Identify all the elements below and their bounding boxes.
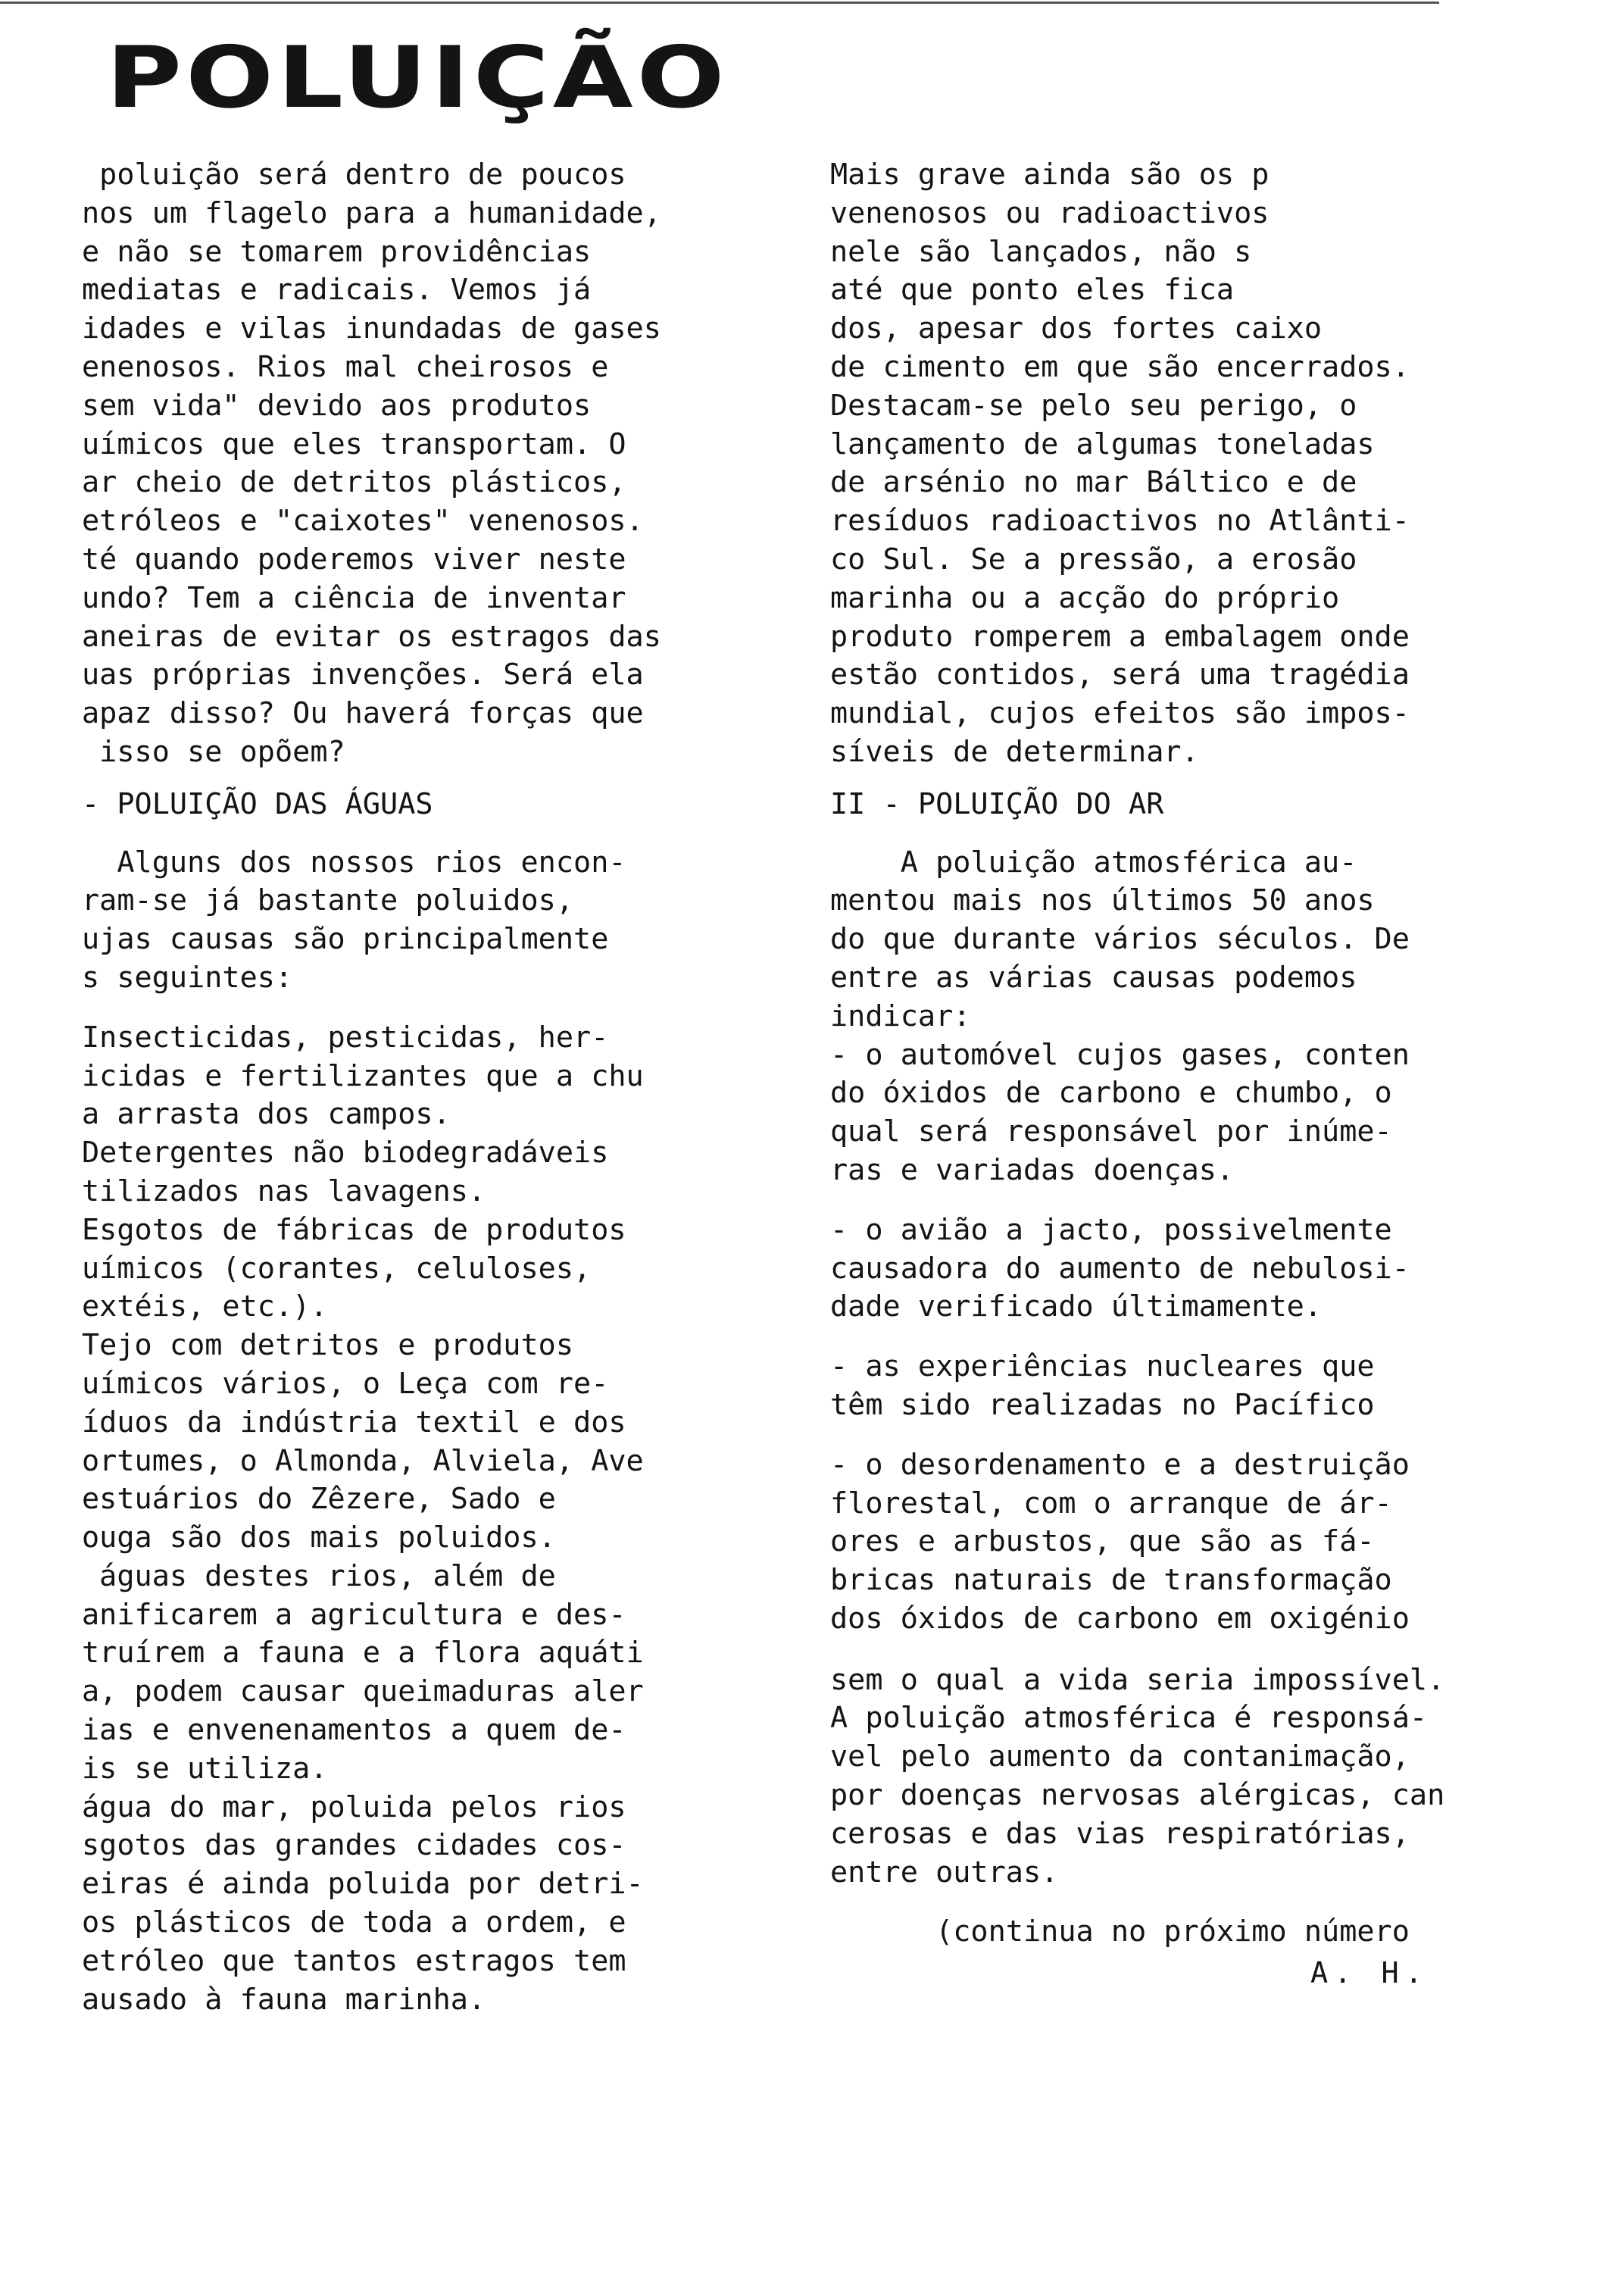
text-line: isso se opõem?: [82, 734, 345, 769]
text-line: venenosos ou radioactivos: [830, 195, 1270, 230]
text-line: lançamento de algumas toneladas: [830, 427, 1375, 461]
text-line: sgotos das grandes cidades cos-: [82, 1828, 626, 1863]
text-line: apaz disso? Ou haverá forças que: [82, 696, 644, 731]
text-line: por doenças nervosas alérgicas, can: [830, 1778, 1445, 1813]
text-line: causadora do aumento de nebulosi-: [830, 1251, 1410, 1286]
text-line: - as experiências nucleares que: [830, 1349, 1375, 1384]
text-line: mundial, cujos efeitos são impos-: [830, 696, 1410, 731]
text-line: etróleo que tantos estragos tem: [82, 1943, 626, 1978]
text-line: Alguns dos nossos rios encon-: [82, 845, 626, 880]
text-line: undo? Tem a ciência de inventar: [82, 580, 626, 615]
paragraph-gap: [830, 1425, 1527, 1446]
text-line: is se utiliza.: [82, 1751, 328, 1786]
text-line: - o avião a jacto, possivelmente: [830, 1212, 1392, 1247]
text-line: estão contidos, será uma tragédia: [830, 658, 1410, 692]
text-line: truírem a fauna e a flora aquáti: [82, 1636, 644, 1671]
text-line: - POLUIÇÃO DAS ÁGUAS: [82, 786, 433, 821]
text-line: a, podem causar queimaduras aler: [82, 1674, 644, 1709]
text-line: uas próprias invenções. Será ela: [82, 658, 644, 692]
top-rule: [0, 2, 1439, 4]
text-line: extéis, etc.).: [82, 1289, 328, 1324]
text-line: marinha ou a acção do próprio: [830, 580, 1340, 615]
text-line: ortumes, o Almonda, Alviela, Ave: [82, 1443, 644, 1478]
text-line: ujas causas são principalmente: [82, 922, 609, 957]
text-line: resíduos radioactivos no Atlânti-: [830, 504, 1410, 539]
text-line: Destacam-se pelo seu perigo, o: [830, 388, 1357, 423]
text-line: Tejo com detritos e produtos: [82, 1328, 574, 1363]
text-line: estuários do Zêzere, Sado e: [82, 1482, 556, 1517]
text-line: - o desordenamento e a destruição: [830, 1447, 1410, 1482]
text-line: e não se tomarem providências: [82, 234, 592, 269]
text-line: águas destes rios, além de: [82, 1558, 556, 1593]
text-line: ausado à fauna marinha.: [82, 1982, 486, 2017]
text-line: florestal, com o arranque de ár-: [830, 1486, 1392, 1521]
text-line: uímicos vários, o Leça com re-: [82, 1366, 609, 1401]
text-line: nos um flagelo para a humanidade,: [82, 195, 661, 230]
right-column: [830, 156, 1527, 1952]
text-line: água do mar, poluida pelos rios: [82, 1789, 626, 1824]
text-line: produto romperem a embalagem onde: [830, 619, 1410, 654]
text-line: A poluição atmosférica é responsá-: [830, 1701, 1428, 1736]
text-line: Mais grave ainda são os p: [830, 158, 1270, 192]
paragraph-gap: [830, 772, 1527, 786]
text-line: dos, apesar dos fortes caixo: [830, 311, 1323, 346]
text-line: eiras é ainda poluida por detri-: [82, 1867, 644, 1902]
paragraph-gap: [82, 998, 779, 1019]
text-line: - o automóvel cujos gases, conten: [830, 1037, 1410, 1072]
text-line: mentou mais nos últimos 50 anos: [830, 883, 1375, 918]
text-line: dos óxidos de carbono em oxigénio: [830, 1601, 1410, 1636]
text-line: do óxidos de carbono e chumbo, o: [830, 1076, 1392, 1111]
text-line: nele são lançados, não s: [830, 234, 1252, 269]
text-line: aneiras de evitar os estragos das: [82, 619, 661, 654]
text-line: de arsénio no mar Báltico e de: [830, 465, 1357, 500]
text-line: etróleos e "caixotes" venenosos.: [82, 504, 644, 539]
text-line: tilizados nas lavagens.: [82, 1174, 486, 1208]
paragraph-gap: [830, 824, 1527, 844]
text-line: síveis de determinar.: [830, 734, 1199, 769]
text-line: ores e arbustos, que são as fá-: [830, 1524, 1375, 1559]
text-line: té quando poderemos viver neste: [82, 542, 626, 577]
text-line: co Sul. Se a pressão, a erosão: [830, 542, 1357, 577]
text-line: Insecticidas, pesticidas, her-: [82, 1020, 609, 1055]
text-line: A poluição atmosférica au-: [830, 845, 1357, 880]
text-line: Detergentes não biodegradáveis: [82, 1136, 609, 1171]
text-line: indicar:: [830, 999, 971, 1033]
text-line: vel pelo aumento da contanimação,: [830, 1739, 1410, 1774]
text-line: enenosos. Rios mal cheirosos e: [82, 349, 609, 384]
text-line: ias e envenenamentos a quem de-: [82, 1713, 626, 1748]
text-line: íduos da indústria textil e dos: [82, 1405, 626, 1439]
text-line: ras e variadas doenças.: [830, 1152, 1235, 1187]
text-line: poluição será dentro de poucos: [82, 158, 626, 192]
text-line: a arrasta dos campos.: [82, 1097, 451, 1132]
text-line: têm sido realizadas no Pacífico: [830, 1387, 1375, 1422]
text-line: Esgotos de fábricas de produtos: [82, 1212, 626, 1247]
text-line: ar cheio de detritos plásticos,: [82, 465, 626, 500]
text-line: ouga são dos mais poluidos.: [82, 1521, 556, 1555]
text-line: mediatas e radicais. Vemos já: [82, 273, 592, 308]
text-line: uímicos que eles transportam. O: [82, 427, 626, 461]
text-line: de cimento em que são encerrados.: [830, 349, 1410, 384]
author-signature: A. H.: [1310, 1956, 1429, 1990]
text-line: dade verificado últimamente.: [830, 1289, 1323, 1324]
text-line: os plásticos de toda a ordem, e: [82, 1905, 626, 1940]
page-title: POLUIÇÃO: [106, 29, 729, 127]
text-line: cerosas e das vias respiratórias,: [830, 1816, 1410, 1851]
text-line: bricas naturais de transformação: [830, 1563, 1392, 1598]
paragraph-gap: [830, 1327, 1527, 1348]
text-line: uímicos (corantes, celuloses,: [82, 1251, 592, 1286]
text-line: do que durante vários séculos. De: [830, 922, 1410, 957]
paragraph-gap: [830, 1639, 1527, 1661]
text-line: (continua no próximo número: [830, 1914, 1410, 1949]
text-line: anificarem a agricultura e des-: [82, 1597, 626, 1632]
text-line: II - POLUIÇÃO DO AR: [830, 786, 1164, 821]
paragraph-gap: [830, 1190, 1527, 1211]
text-line: entre as várias causas podemos: [830, 960, 1357, 995]
text-line: sem o qual a vida seria impossível.: [830, 1662, 1445, 1697]
text-line: até que ponto eles fica: [830, 273, 1235, 308]
left-column: [82, 156, 779, 2019]
paragraph-gap: [830, 1892, 1527, 1913]
text-line: ram-se já bastante poluidos,: [82, 883, 574, 918]
text-line: s seguintes:: [82, 960, 293, 995]
paragraph-gap: [82, 772, 779, 786]
paragraph-gap: [82, 824, 779, 844]
text-line: idades e vilas inundadas de gases: [82, 311, 661, 346]
text-line: qual será responsável por inúme-: [830, 1114, 1392, 1149]
text-line: entre outras.: [830, 1855, 1059, 1889]
text-line: sem vida" devido aos produtos: [82, 388, 592, 423]
text-line: icidas e fertilizantes que a chu: [82, 1058, 644, 1093]
